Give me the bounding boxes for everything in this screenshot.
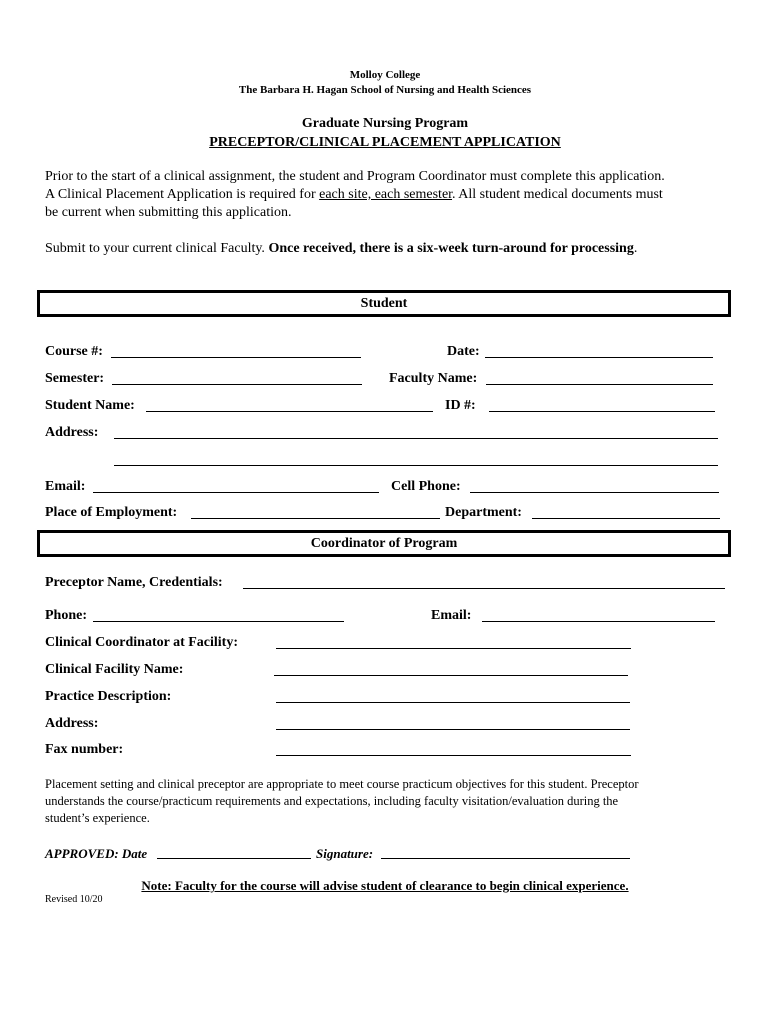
- employment-field[interactable]: [191, 518, 440, 519]
- signature-label: Signature:: [316, 846, 374, 861]
- program-title: Graduate Nursing Program: [301, 116, 469, 131]
- intro-line-2-start: A Clinical Placement Application is required for: [45, 187, 320, 202]
- phone-field[interactable]: [93, 621, 344, 622]
- approved-date-label: : Date: [114, 846, 148, 861]
- submit-instructions: [45, 241, 735, 257]
- approved-word: APPROVED: [45, 846, 115, 861]
- semester-label: Semester:: [45, 371, 105, 386]
- student-name-field[interactable]: [146, 411, 433, 412]
- facility-address-label: Address:: [45, 716, 99, 731]
- department-field[interactable]: [532, 518, 720, 519]
- intro-line-2-end: . All student medical documents must: [452, 187, 663, 202]
- statement-line-1: Placement setting and clinical preceptor are appropriate to meet course practicum objectives for this student. Preceptor: [45, 777, 639, 791]
- facility-name-label: Clinical Facility Name:: [45, 662, 184, 677]
- revised-date: Revised 10/20: [45, 894, 103, 905]
- fax-number-label: Fax number:: [45, 742, 124, 757]
- facility-address-field[interactable]: [276, 729, 630, 730]
- coordinator-email-label: Email:: [431, 608, 472, 623]
- clearance-note: Note: Faculty for the course will advise student of clearance to begin clinical experience.: [141, 878, 629, 893]
- form-title: PRECEPTOR/CLINICAL PLACEMENT APPLICATION: [209, 135, 561, 150]
- processing-notice: Once received, there is a six-week turn-around for processing: [268, 241, 634, 256]
- employment-label: Place of Employment:: [45, 505, 178, 520]
- semester-field[interactable]: [112, 384, 362, 385]
- department-label: Department:: [445, 505, 522, 520]
- preceptor-label: Preceptor Name, Credentials:: [45, 575, 223, 590]
- student-section-header: Student: [37, 290, 731, 317]
- coordinator-section-header: Coordinator of Program: [37, 530, 731, 557]
- signature-field[interactable]: [381, 858, 630, 859]
- intro-emphasis: each site, each semester: [319, 187, 453, 202]
- intro-line-2: [45, 187, 735, 203]
- date-label: Date:: [447, 344, 480, 359]
- address-field-line-2[interactable]: [114, 465, 718, 466]
- course-label: Course #:: [45, 344, 103, 359]
- id-label: ID #:: [445, 398, 476, 413]
- coordinator-email-field[interactable]: [482, 621, 715, 622]
- clinical-coordinator-label: Clinical Coordinator at Facility:: [45, 635, 238, 650]
- address-label: Address:: [45, 425, 99, 440]
- intro-line-3: be current when submitting this application.: [45, 205, 292, 220]
- student-name-label: Student Name:: [45, 398, 135, 413]
- statement-line-3: student’s experience.: [45, 811, 150, 825]
- email-label: Email:: [45, 479, 86, 494]
- cell-phone-label: Cell Phone:: [391, 479, 461, 494]
- submit-period: .: [633, 241, 638, 256]
- approval-date-field[interactable]: [157, 858, 311, 859]
- phone-label: Phone:: [45, 608, 87, 623]
- course-field[interactable]: [111, 357, 361, 358]
- faculty-name-field[interactable]: [486, 384, 713, 385]
- practice-description-field[interactable]: [276, 702, 630, 703]
- id-field[interactable]: [489, 411, 715, 412]
- facility-name-field[interactable]: [274, 675, 628, 676]
- preceptor-field[interactable]: [243, 588, 725, 589]
- email-field[interactable]: [93, 492, 379, 493]
- statement-line-2: understands the course/practicum requirements and expectations, including faculty visitation/evaluation during the: [45, 794, 619, 808]
- school-name: The Barbara H. Hagan School of Nursing and Health Sciences: [238, 84, 532, 96]
- date-field[interactable]: [485, 357, 713, 358]
- submit-text: Submit to your current clinical Faculty.: [45, 241, 269, 256]
- approved-label: [45, 846, 147, 862]
- address-field-line-1[interactable]: [114, 438, 718, 439]
- faculty-name-label: Faculty Name:: [389, 371, 478, 386]
- cell-phone-field[interactable]: [470, 492, 719, 493]
- practice-description-label: Practice Description:: [45, 689, 172, 704]
- intro-line-1: Prior to the start of a clinical assignment, the student and Program Coordinator must complete this application.: [45, 169, 665, 184]
- college-name: Molloy College: [349, 69, 421, 81]
- clinical-coordinator-field[interactable]: [276, 648, 631, 649]
- fax-number-field[interactable]: [276, 755, 631, 756]
